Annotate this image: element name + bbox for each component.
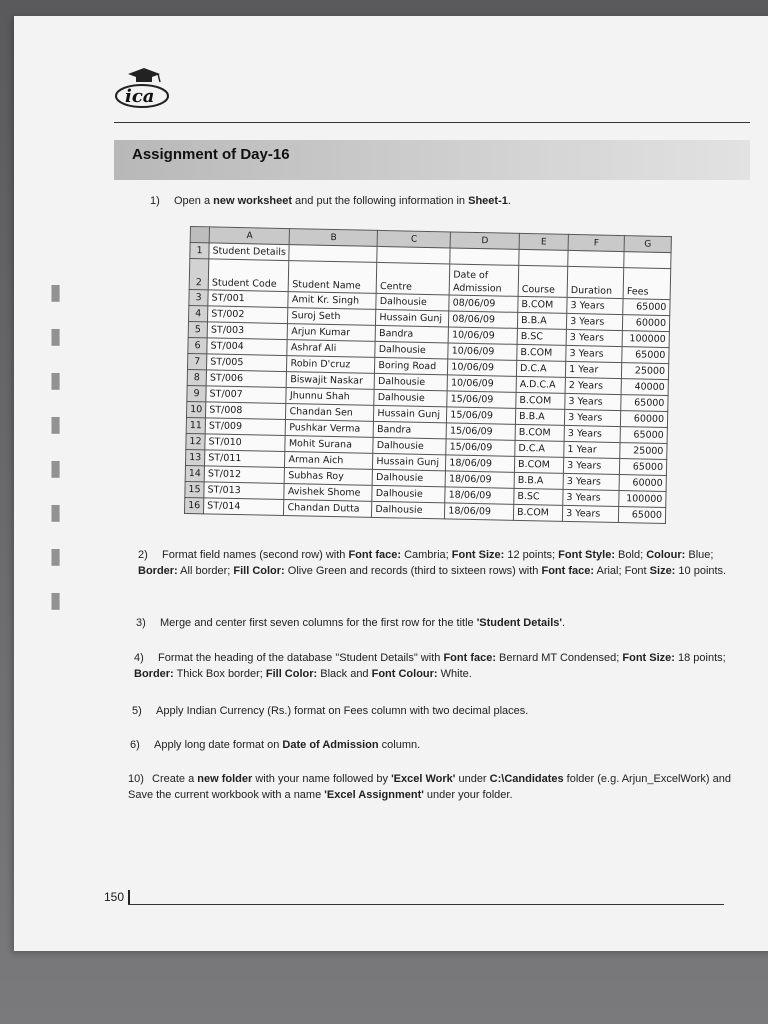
row-number: 11 (186, 417, 205, 433)
cell-name: Amit Kr. Singh (288, 292, 376, 310)
cell-fees: 65000 (620, 459, 667, 476)
cell-duration: 3 Years (566, 345, 622, 362)
cell-fees: 100000 (622, 331, 669, 348)
column-header: E (519, 233, 568, 250)
cell-course: B.COM (518, 296, 567, 313)
cell-fees: 65000 (619, 507, 666, 524)
cell-date: 18/06/09 (445, 503, 514, 520)
student-table (184, 226, 672, 524)
row-number: 10 (186, 401, 205, 417)
cell-code: ST/007 (206, 386, 287, 404)
row-number: 15 (185, 481, 204, 497)
cell-name: Mohit Surana (285, 436, 373, 454)
instruction-number: 3) (136, 617, 146, 629)
field-name: Student Code (208, 259, 289, 292)
cell-date: 15/06/09 (446, 439, 515, 456)
cell-date: 10/06/09 (447, 375, 516, 392)
cell-code: ST/010 (205, 434, 286, 452)
row-number: 14 (185, 465, 204, 481)
cell-duration: 1 Year (564, 441, 620, 458)
cell-course: B.COM (516, 392, 565, 409)
row-number: 5 (188, 321, 207, 337)
cell-date: 15/06/09 (447, 391, 516, 408)
cell-code: ST/011 (205, 450, 286, 468)
cell-code: ST/013 (204, 482, 285, 500)
instruction-number: 5) (132, 705, 142, 717)
instruction-number: 1) (150, 195, 160, 207)
cell-name: Chandan Dutta (284, 500, 372, 518)
cell-centre: Bandra (373, 421, 446, 439)
cell-name: Ashraf Ali (287, 340, 375, 358)
cell-centre: Dalhousie (372, 501, 445, 519)
cell-course: B.B.A (514, 472, 563, 489)
cell-fees: 100000 (619, 491, 666, 508)
page-number: 150 (104, 890, 130, 904)
cell-duration: 3 Years (565, 393, 621, 410)
instruction-3: 3) Merge and center first seven columns for the first row for the title 'Student Details'. (136, 617, 566, 629)
field-name: Student Name (289, 261, 377, 294)
cell-code: ST/003 (207, 322, 288, 340)
cell-code: ST/005 (207, 354, 288, 372)
cell-code: ST/006 (206, 370, 287, 388)
cell-course: A.D.C.A (516, 376, 565, 393)
cell-code: ST/001 (208, 290, 289, 308)
cell-duration: 3 Years (564, 409, 620, 426)
corner-cell (190, 227, 209, 243)
cell-course: B.B.A (517, 312, 566, 329)
field-name: Centre (376, 262, 450, 295)
cell-centre: Dalhousie (373, 437, 446, 455)
cell-name: Pushkar Verma (286, 420, 374, 438)
cell-fees: 25000 (620, 443, 667, 460)
row-number: 3 (189, 289, 208, 305)
column-header: F (568, 234, 624, 251)
cell-name: Arman Aich (285, 452, 373, 470)
cell-duration: 3 Years (566, 313, 622, 330)
cell-date: 18/06/09 (446, 455, 515, 472)
cell-course: B.COM (513, 504, 562, 521)
cell-course: B.B.A (515, 408, 564, 425)
cell-name: Chandan Sen (286, 404, 374, 422)
row-number: 1 (190, 243, 209, 259)
cell-course: B.COM (515, 424, 564, 441)
cell-date: 15/06/09 (446, 423, 515, 440)
cell-duration: 3 Years (567, 297, 623, 314)
column-header: G (624, 236, 671, 253)
cell-fees: 65000 (622, 347, 669, 364)
cell-course: B.SC (514, 488, 563, 505)
records-body (184, 289, 670, 523)
cell-code: ST/012 (204, 466, 285, 484)
cell-date: 08/06/09 (449, 295, 518, 312)
cell-fees: 65000 (623, 299, 670, 316)
cell-centre: Hussain Gunj (374, 405, 447, 423)
row-number: 12 (186, 433, 205, 449)
instruction-1: 1) Open a new worksheet and put the following information in Sheet-1. (150, 195, 511, 207)
instruction-number: 4) (134, 652, 144, 664)
instruction-6: 6) Apply long date format on Date of Admission column. (130, 739, 421, 751)
cell-fees: 65000 (621, 395, 668, 412)
cell-course: B.COM (517, 344, 566, 361)
cell-duration: 3 Years (563, 457, 619, 474)
instruction-4: 4) Format the heading of the database "Student Details" with Font face: Bernard MT Condensed; Font Size: 18 points; Border: Thick Box border; Fill Color: Black and Font Colour: White. (134, 652, 726, 680)
cell-name: Arjun Kumar (288, 324, 376, 342)
cell-fees: 25000 (622, 363, 669, 380)
field-name: Duration (567, 266, 624, 298)
cell-date: 08/06/09 (449, 311, 518, 328)
cell-course: B.SC (517, 328, 566, 345)
cell-course: D.C.A (515, 440, 564, 457)
instruction-5: 5) Apply Indian Currency (Rs.) format on Fees column with two decimal places. (132, 705, 529, 717)
row-number: 13 (185, 449, 204, 465)
cell-fees: 40000 (621, 379, 668, 396)
footer-rule (128, 904, 724, 905)
field-name: Date of Admission (449, 264, 518, 296)
column-header: B (290, 229, 378, 247)
cell-duration: 3 Years (566, 329, 622, 346)
instruction-10: 10) Create a new folder with your name followed by 'Excel Work' under C:\Candidates folder (e.g. Arjun_ExcelWork) and Save the current workbook with a name 'Excel Assignment' under your folder. (128, 773, 731, 801)
cell-centre: Hussain Gunj (376, 309, 449, 327)
row-number: 7 (187, 353, 206, 369)
column-header: A (209, 227, 290, 245)
cell-duration: 1 Year (565, 361, 621, 378)
cell-centre: Dalhousie (372, 469, 445, 487)
header-rule (114, 122, 750, 123)
cell-centre: Bandra (375, 325, 448, 343)
row-number: 16 (184, 497, 203, 513)
cell-duration: 2 Years (565, 377, 621, 394)
cell-date: 18/06/09 (445, 487, 514, 504)
cell-name: Biswajit Naskar (287, 372, 375, 390)
column-header: C (377, 230, 450, 248)
row-number: 8 (187, 369, 206, 385)
cell-centre: Dalhousie (372, 485, 445, 503)
instruction-number: 2) (138, 549, 148, 561)
cell-centre: Dalhousie (374, 389, 447, 407)
cell-date: 18/06/09 (445, 471, 514, 488)
cell-code: ST/009 (205, 418, 286, 436)
cell-centre: Hussain Gunj (373, 453, 446, 471)
row-number: 2 (189, 259, 209, 290)
cell-duration: 3 Years (563, 473, 619, 490)
cell-date: 10/06/09 (448, 327, 517, 344)
row-number: 4 (188, 305, 207, 321)
page-title: Assignment of Day-16 (132, 146, 290, 163)
row-number: 6 (188, 337, 207, 353)
cell-fees: 60000 (623, 315, 670, 332)
instruction-number: 10) (128, 773, 144, 785)
svg-text:ica: ica (125, 86, 155, 107)
assignment-banner (114, 140, 750, 180)
column-header: D (450, 232, 519, 249)
cell-name: Suroj Seth (288, 308, 376, 326)
cell-name: Jhunnu Shah (286, 388, 374, 406)
cell-date: 10/06/09 (448, 343, 517, 360)
cell-code: ST/008 (206, 402, 287, 420)
cell-centre: Dalhousie (376, 293, 449, 311)
cell-centre: Boring Road (375, 357, 448, 375)
row-number: 9 (187, 385, 206, 401)
cell-date: 10/06/09 (448, 359, 517, 376)
instruction-number: 6) (130, 739, 140, 751)
cell-name: Robin D'cruz (287, 356, 375, 374)
spreadsheet-image (183, 226, 671, 548)
cell-course: B.COM (514, 456, 563, 473)
ica-logo-icon (114, 66, 174, 108)
spine-bleedthrough: ▮ ▮ ▮ ▮ ▮ ▮ ▮ ▮ (43, 280, 68, 619)
cell-code: ST/014 (204, 498, 285, 516)
cell-name: Subhas Roy (285, 468, 373, 486)
cell-fees: 60000 (621, 411, 668, 428)
cell-fees: 65000 (620, 427, 667, 444)
field-name: Course (518, 265, 568, 297)
cell-course: D.C.A (516, 360, 565, 377)
cell-date: 15/06/09 (447, 407, 516, 424)
cell-duration: 3 Years (562, 505, 618, 522)
cell-centre: Dalhousie (374, 373, 447, 391)
cell-fees: 60000 (619, 475, 666, 492)
cell-code: ST/002 (208, 306, 289, 324)
table-title-cell: Student Details (209, 243, 290, 261)
cell-code: ST/004 (207, 338, 288, 356)
cell-centre: Dalhousie (375, 341, 448, 359)
cell-duration: 3 Years (564, 425, 620, 442)
cell-name: Avishek Shome (284, 484, 372, 502)
field-name: Fees (623, 268, 670, 300)
cell-duration: 3 Years (563, 489, 619, 506)
instruction-2: 2) Format field names (second row) with Font face: Cambria; Font Size: 12 points; Font Style: Bold; Colour: Blue; Border: All border; Fill Color: Olive Green and records (third to sixteen rows) with Font face: Arial; Font Size: 10 points. (138, 549, 727, 577)
